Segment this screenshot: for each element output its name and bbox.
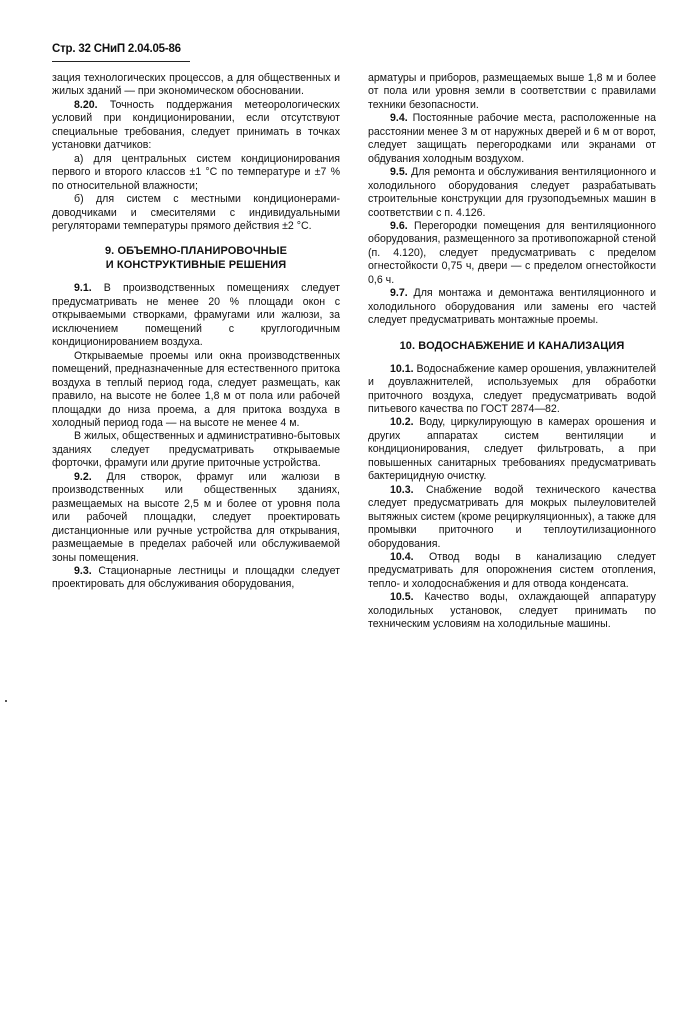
clause-number: 10.1. bbox=[390, 362, 414, 375]
scan-speck bbox=[5, 700, 7, 702]
paragraph-9-1-c: В жилых, общественных и административно-бытовых зданиях следует предусматривать открываемые форточки, фрамуги или другие приточные устройства. bbox=[52, 430, 340, 470]
clause-text: Для створок, фрамуг или жалюзи в производственных или общественных зданиях, размещаемых на высоте 2,5 м и более от уровня пола или рабочей площадки, следует проектировать дистанционные или ручные устройства для открывания, размещаемые в пределах рабочей или обслуживаемой зоны помещения. bbox=[52, 470, 340, 564]
clause-text: Стационарные лестницы и площадки следует проектировать для обслуживания оборудования, bbox=[52, 564, 340, 591]
section-title-line: И КОНСТРУКТИВНЫЕ РЕШЕНИЯ bbox=[105, 259, 287, 272]
header-rule bbox=[52, 61, 190, 62]
clause-number: 9.1. bbox=[74, 282, 92, 295]
clause-text: Точность поддержания метеорологических условий при кондиционировании, если отсутствуют специальные требования, следует принимать в точках установки датчиков: bbox=[52, 98, 340, 152]
clause-text: Водоснабжение камер орошения, увлажнителей и доувлажнителей, используемых для обработки приточного воздуха, следует предусматривать водой питьевого качества по ГОСТ 2874—82. bbox=[368, 362, 656, 415]
clause-number: 9.2. bbox=[74, 470, 92, 483]
right-column bbox=[368, 72, 656, 632]
paragraph-8-20-b: б) для систем с местными кондиционерами-доводчиками и смесителями с индивидуальными регуляторами температуры прямого действия ±2 °С. bbox=[52, 193, 340, 232]
clause-text: Перегородки помещения для вентиляционного оборудования, размещенного за противопожарной стеной (п. 4.120), следует предусматривать с пределом огнестойкости 0,75 ч, двери — с пределом огнестойкости 0,6 ч. bbox=[368, 219, 656, 286]
paragraph-10-5 bbox=[368, 591, 656, 631]
clause-number: 9.3. bbox=[74, 564, 92, 577]
section-10-title: 10. ВОДОСНАБЖЕНИЕ И КАНАЛИЗАЦИЯ bbox=[399, 339, 625, 352]
section-9-title bbox=[52, 244, 340, 272]
left-column bbox=[52, 72, 340, 592]
clause-number: 8.20. bbox=[74, 98, 98, 111]
clause-number: 9.6. bbox=[390, 219, 408, 232]
paragraph-10-4 bbox=[368, 551, 656, 591]
clause-text: Качество воды, охлаждающей аппаратуру холодильных установок, следует принимать по техническим условиям на холодильные машины. bbox=[368, 591, 656, 631]
paragraph-continuation: зация технологических процессов, а для общественных и жилых зданий — при экономическом обосновании. bbox=[52, 72, 340, 98]
paragraph-9-1-b: Открываемые проемы или окна производственных помещений, предназначенные для естественного притока воздуха в теплый период года, следует размещать, как правило, на высоте не более 1,8 м от пола или рабочей площадки до низа проема, а для притока воздуха в холодный период года — на высоте не менее 4 м. bbox=[52, 349, 340, 429]
paragraph-8-20-a: а) для центральных систем кондиционирования первого и второго классов ±1 °С по температуре и ±7 % по относительной влажности; bbox=[52, 152, 340, 192]
clause-number: 9.5. bbox=[390, 166, 408, 179]
paragraph-10-2 bbox=[368, 416, 656, 483]
clause-number: 10.4. bbox=[390, 550, 414, 563]
clause-number: 9.4. bbox=[390, 112, 408, 125]
paragraph-8-20 bbox=[52, 99, 340, 153]
paragraph-9-1 bbox=[52, 282, 340, 349]
clause-text: Для ремонта и обслуживания вентиляционного и холодильного оборудования следует разрабатывать строительные конструкции для грузоподъемных машин в соответствии с п. 4.126. bbox=[368, 166, 656, 219]
paragraph-9-7 bbox=[368, 287, 656, 327]
clause-number: 10.2. bbox=[390, 416, 414, 429]
clause-text: Постоянные рабочие места, расположенные на расстоянии менее 3 м от наружных дверей и 6 м от ворот, следует защищать перегородками или экранами от обдувания холодным воздухом. bbox=[368, 112, 656, 165]
paragraph-continuation: арматуры и приборов, размещаемых выше 1,8 м и более от пола или уровня земли в соответствии с правилами техники безопасности. bbox=[368, 72, 656, 111]
clause-text: Для монтажа и демонтажа вентиляционного и холодильного оборудования или замены его частей следует предусматривать монтажные проемы. bbox=[368, 287, 656, 327]
clause-text: Воду, циркулирующую в камерах орошения и других аппаратах систем вентиляции и кондиционирования, следует фильтровать, а при повышенных санитарных требованиях предусматривать бактерицидную очистку. bbox=[368, 416, 656, 483]
paragraph-9-4 bbox=[368, 112, 656, 166]
clause-text: Снабжение водой технического качества следует предусматривать для мокрых пылеуловителей вытяжных систем (кроме рециркуляционных), а также для промывки приточного и теплоутилизационного оборудования. bbox=[368, 483, 656, 550]
paragraph-9-3 bbox=[52, 565, 340, 592]
paragraph-9-2 bbox=[52, 471, 340, 565]
clause-number: 9.7. bbox=[390, 287, 408, 300]
paragraph-10-3 bbox=[368, 484, 656, 551]
section-title-line: 9. ОБЪЕМНО-ПЛАНИРОВОЧНЫЕ bbox=[104, 245, 288, 258]
paragraph-9-5 bbox=[368, 166, 656, 220]
clause-text: В производственных помещениях следует предусматривать не менее 20 % площади окон с открываемыми створками, фрамугами или жалюзи, за исключением помещений с круглогодичным кондиционированием воздуха. bbox=[52, 282, 340, 349]
clause-text: Отвод воды в канализацию следует предусматривать для опорожнения систем отопления, тепло- и холодоснабжения и для отвода конденсата. bbox=[368, 550, 656, 590]
paragraph-9-6 bbox=[368, 220, 656, 287]
page-header: Стр. 32 СНиП 2.04.05-86 bbox=[52, 43, 181, 55]
paragraph-10-1 bbox=[368, 363, 656, 417]
clause-number: 10.3. bbox=[390, 483, 414, 496]
clause-number: 10.5. bbox=[390, 591, 414, 604]
